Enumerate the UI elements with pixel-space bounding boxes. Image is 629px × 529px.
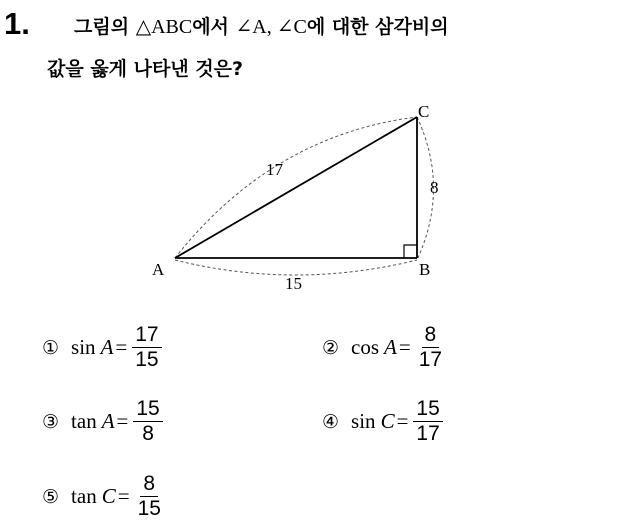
vertex-b-label: B [419, 260, 431, 279]
choice-4-marker: ④ [322, 410, 340, 433]
choice-2-angle: A [384, 335, 397, 359]
choice-4-numerator: 15 [413, 397, 442, 422]
choice-1-function: sin [71, 335, 96, 359]
choice-3-fraction [133, 397, 162, 446]
vertex-c-label: C [418, 102, 430, 121]
choice-3-function: tan [71, 409, 97, 433]
choice-4[interactable] [322, 397, 443, 446]
choice-2-function: cos [351, 335, 380, 359]
choice-4-fraction [413, 397, 442, 446]
side-bc-length: 8 [430, 178, 439, 197]
choice-1-equals: = [115, 335, 128, 359]
choice-4-angle: C [380, 409, 395, 433]
choice-2-fraction [416, 323, 445, 372]
choice-5[interactable] [42, 472, 164, 521]
choice-4-function: sin [351, 409, 376, 433]
choice-5-equals: = [117, 484, 130, 508]
choice-3-numerator: 15 [133, 397, 162, 422]
choice-2-equals: = [398, 335, 411, 359]
angle-notation: ∠A, ∠C [235, 16, 307, 38]
choice-1-marker: ① [42, 336, 60, 359]
side-ac-line [175, 117, 417, 258]
choice-1-angle: A [100, 335, 114, 359]
choice-2-numerator: 8 [422, 323, 440, 348]
choice-2[interactable] [322, 323, 445, 372]
question-number: 1. [4, 6, 30, 41]
choice-3-denominator: 8 [142, 422, 154, 445]
choice-5-function: tan [71, 484, 97, 508]
choice-5-denominator: 15 [137, 497, 161, 520]
choice-1-fraction [132, 323, 161, 372]
question-text-pre: 그림의 [74, 16, 136, 38]
choice-1-denominator: 15 [135, 348, 159, 371]
side-ac-length: 17 [266, 160, 283, 179]
choice-2-marker: ② [322, 336, 340, 359]
arc-ab [175, 260, 417, 275]
question-text-post: 에 대한 삼각비의 [306, 16, 449, 38]
choice-1[interactable] [42, 323, 162, 372]
choice-3-marker: ③ [42, 410, 60, 433]
choice-3[interactable] [42, 397, 163, 446]
choice-5-fraction [135, 472, 164, 521]
choice-4-denominator: 17 [416, 422, 440, 445]
choice-1-numerator: 17 [132, 323, 161, 348]
triangle-notation: △ABC [135, 16, 193, 38]
side-ab-length: 15 [285, 274, 302, 293]
choice-3-equals: = [116, 409, 129, 433]
choice-5-angle: C [101, 484, 116, 508]
question-text-line2: 값을 옳게 나타낸 것은? [47, 58, 244, 80]
choice-3-angle: A [101, 409, 115, 433]
question-text-mid: 에서 [192, 16, 236, 38]
choice-4-equals: = [396, 409, 409, 433]
vertex-a-label: A [152, 260, 165, 279]
right-angle-mark [404, 245, 417, 258]
choice-5-marker: ⑤ [42, 485, 60, 508]
choice-2-denominator: 17 [418, 348, 443, 371]
choice-5-numerator: 8 [140, 472, 158, 497]
